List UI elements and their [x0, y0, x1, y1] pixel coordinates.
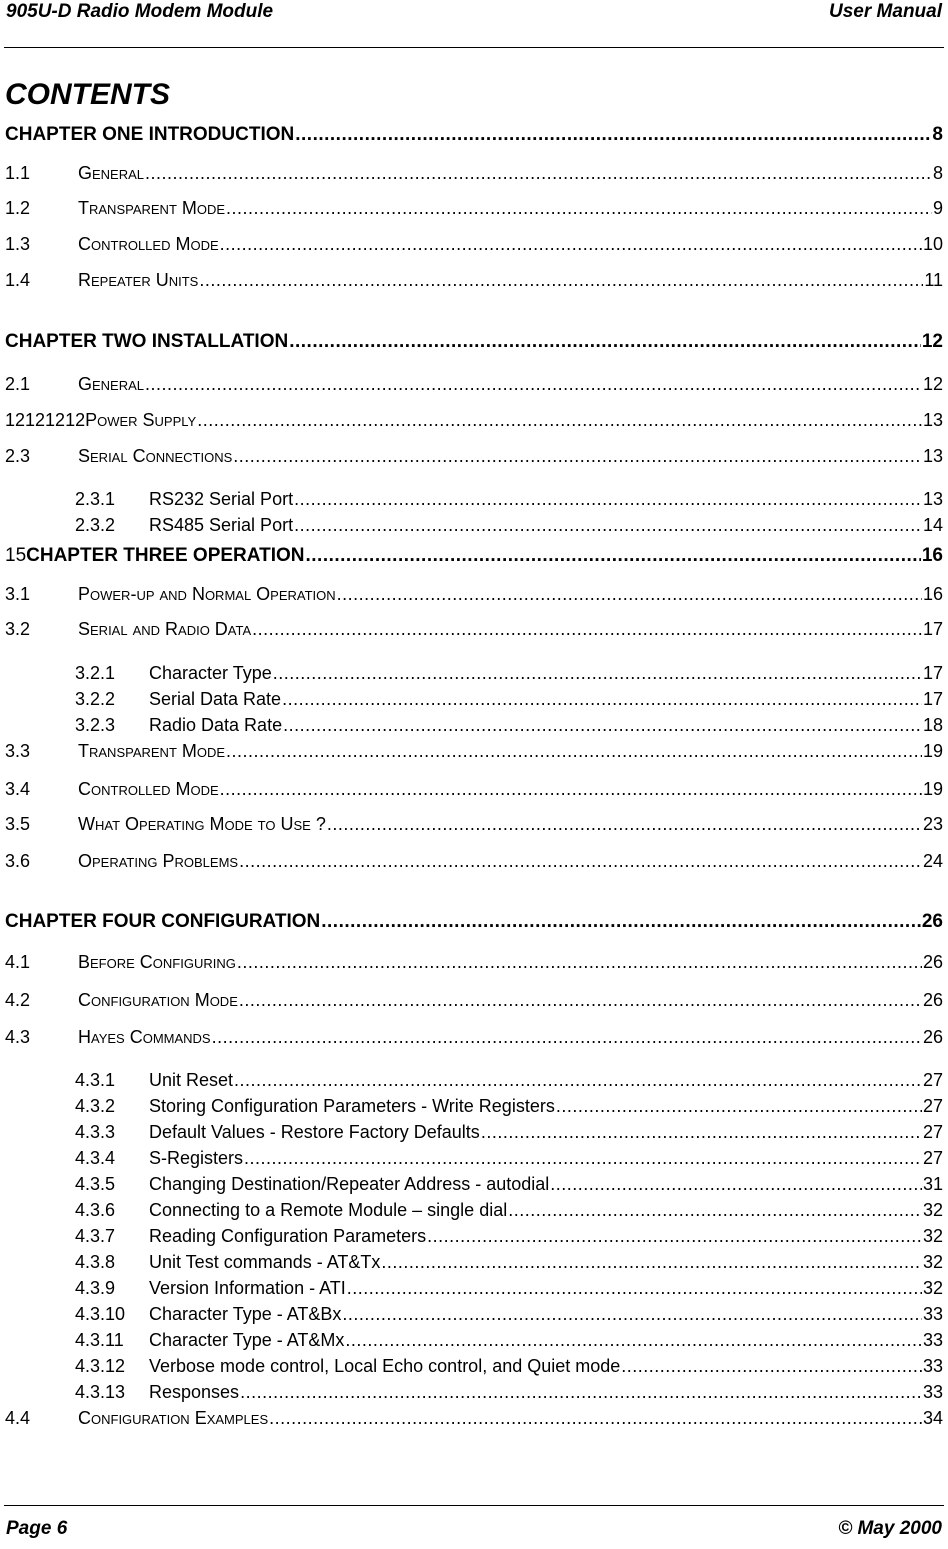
toc-leader-dots	[295, 124, 931, 146]
toc-entry[interactable]	[5, 1121, 943, 1143]
toc-entry-number: 3.4	[5, 779, 31, 799]
toc-entry[interactable]	[5, 951, 943, 973]
toc-entry-label: Transparent Mode	[78, 198, 226, 218]
toc-entry-page: 24	[922, 851, 943, 871]
toc-leader-dots	[345, 1329, 922, 1351]
toc-entry-number: 4.1	[5, 952, 31, 972]
toc-entry-number: 12121212	[5, 410, 86, 430]
toc-entry-page: 34	[922, 1408, 943, 1428]
toc-entry-label: Storing Configuration Parameters - Write Registers	[149, 1096, 555, 1116]
toc-entry-page: 32	[922, 1252, 943, 1272]
toc-entry-label: General	[78, 374, 145, 394]
toc-entry-label: Character Type - AT&Mx	[149, 1330, 345, 1350]
toc-entry-page: 17	[922, 619, 943, 639]
toc-entry-page: 18	[922, 715, 943, 735]
toc-leader-dots	[220, 778, 922, 800]
toc-entry-label: Configuration Examples	[78, 1408, 269, 1428]
toc-entry-label: CHAPTER FOUR CONFIGURATION	[5, 911, 321, 932]
toc-entry[interactable]	[5, 488, 943, 510]
toc-entry-page: 27	[922, 1070, 943, 1090]
toc-entry-label: Configuration Mode	[78, 990, 238, 1010]
toc-entry-page: 17	[922, 689, 943, 709]
toc-leader-dots	[199, 269, 923, 291]
toc-leader-dots	[294, 488, 922, 510]
toc-entry-label: Controlled Mode	[78, 234, 219, 254]
toc-entry[interactable]	[5, 618, 943, 640]
toc-entry-number: 3.3	[5, 741, 31, 761]
toc-entry-label: Version Information - ATI	[149, 1278, 346, 1298]
toc-entry[interactable]	[5, 1199, 943, 1221]
toc-entry-label: Unit Test commands - AT&Tx	[149, 1252, 381, 1272]
toc-entry-label: Operating Problems	[78, 851, 239, 871]
toc-entry[interactable]	[5, 1095, 943, 1117]
toc-entry[interactable]	[5, 1277, 943, 1299]
toc-entry[interactable]	[5, 740, 943, 762]
toc-entry[interactable]	[5, 1173, 943, 1195]
toc-leader-dots	[273, 662, 922, 684]
toc-entry-number: 4.3	[5, 1027, 31, 1047]
toc-entry[interactable]	[5, 124, 943, 146]
toc-entry-page: 26	[921, 911, 943, 932]
toc-leader-dots	[226, 197, 932, 219]
toc-entry[interactable]	[5, 1225, 943, 1247]
toc-entry-page: 27	[922, 1096, 943, 1116]
toc-entry[interactable]	[5, 269, 943, 291]
toc-entry-page: 27	[922, 1148, 943, 1168]
toc-entry-page: 11	[924, 270, 943, 290]
toc-entry-page: 32	[922, 1278, 943, 1298]
footer-page-number: Page 6	[6, 1518, 68, 1539]
toc-entry-page: 33	[922, 1304, 943, 1324]
toc-entry-page: 32	[922, 1226, 943, 1246]
toc-entry-page: 8	[932, 163, 943, 183]
toc-entry[interactable]	[5, 911, 943, 933]
toc-entry-number: 4.3.7	[75, 1226, 116, 1246]
toc-leader-dots	[550, 1173, 922, 1195]
toc-entry-label: Unit Reset	[149, 1070, 234, 1090]
toc-entry-label: Serial Data Rate	[149, 689, 282, 709]
toc-entry[interactable]	[5, 373, 943, 395]
toc-entry-label: Hayes Commands	[78, 1027, 211, 1047]
toc-entry-label: Changing Destination/Repeater Address - autodial	[149, 1174, 550, 1194]
toc-leader-dots	[212, 1026, 922, 1048]
toc-entry-label: CHAPTER THREE OPERATION	[26, 545, 305, 566]
toc-entry-page: 33	[922, 1382, 943, 1402]
toc-entry[interactable]	[5, 1407, 943, 1429]
toc-entry-number: 4.3.3	[75, 1122, 116, 1142]
toc-leader-dots	[233, 445, 922, 467]
toc-entry-label: Repeater Units	[78, 270, 199, 290]
toc-leader-dots	[226, 740, 922, 762]
toc-leader-dots	[327, 813, 922, 835]
page-header	[6, 0, 942, 26]
toc-entry-page: 12	[921, 331, 943, 352]
header-right: User Manual	[829, 1, 942, 22]
toc-entry-number: 4.3.10	[75, 1304, 126, 1324]
toc-entry[interactable]	[5, 1147, 943, 1169]
footer-rule	[4, 1505, 944, 1506]
toc-entry-page: 26	[922, 990, 943, 1010]
toc-leader-dots	[239, 850, 922, 872]
toc-leader-dots	[283, 714, 922, 736]
toc-entry[interactable]	[5, 1355, 943, 1377]
toc-entry-page: 19	[922, 779, 943, 799]
toc-entry[interactable]	[5, 813, 943, 835]
toc-entry-page: 8	[932, 124, 943, 145]
toc-entry-label: Power-up and Normal Operation	[78, 584, 336, 604]
toc-entry-page: 13	[922, 446, 943, 466]
toc-entry-label: Reading Configuration Parameters	[149, 1226, 427, 1246]
toc-leader-dots	[294, 514, 922, 536]
toc-entry-number: 1.3	[5, 234, 31, 254]
toc-entry-label: Connecting to a Remote Module – single dial	[149, 1200, 508, 1220]
toc-leader-dots	[481, 1121, 922, 1143]
toc-entry-label: Character Type	[149, 663, 272, 683]
toc-entry-label: Character Type - AT&Bx	[149, 1304, 342, 1324]
toc-entry-number: 3.2	[5, 619, 31, 639]
toc-leader-dots	[145, 162, 932, 184]
toc-entry-label: What Operating Mode to Use ?	[78, 814, 326, 834]
toc-entry-number: 4.3.12	[75, 1356, 126, 1376]
toc-entry-number: 3.1	[5, 584, 31, 604]
toc-leader-dots	[347, 1277, 922, 1299]
toc-entry-number: 3.5	[5, 814, 31, 834]
toc-entry-label: General	[78, 163, 145, 183]
toc-leader-dots	[342, 1303, 922, 1325]
toc-entry-number: 1.2	[5, 198, 31, 218]
toc-leader-dots	[240, 1381, 922, 1403]
toc-entry-number: 3.6	[5, 851, 31, 871]
toc-entry-number: 3.2.1	[75, 663, 116, 683]
toc-leader-dots	[381, 1251, 922, 1273]
toc-entry-label: Serial Connections	[78, 446, 233, 466]
toc-entry[interactable]	[5, 1069, 943, 1091]
toc-entry[interactable]	[5, 1251, 943, 1273]
toc-leader-dots	[282, 688, 922, 710]
toc-entry-page: 13	[922, 489, 943, 509]
footer-date: © May 2000	[838, 1518, 942, 1539]
toc-leader-dots	[289, 331, 921, 353]
toc-entry-number: 4.3.4	[75, 1148, 116, 1168]
toc-leader-dots	[244, 1147, 922, 1169]
toc-entry-number: 4.3.1	[75, 1070, 116, 1090]
toc-entry-label: RS232 Serial Port	[149, 489, 294, 509]
toc-entry-label: Transparent Mode	[78, 741, 226, 761]
toc-entry-page: 19	[922, 741, 943, 761]
toc-entry-label: Power Supply	[85, 410, 197, 430]
toc-leader-dots	[305, 545, 920, 567]
toc-entry[interactable]	[5, 583, 943, 605]
toc-entry-number: 4.3.8	[75, 1252, 116, 1272]
toc-entry-number: 4.3.9	[75, 1278, 116, 1298]
toc-entry-number: 4.3.2	[75, 1096, 116, 1116]
toc-entry-number: 4.3.13	[75, 1382, 126, 1402]
toc-entry[interactable]	[5, 162, 943, 184]
toc-leader-dots	[508, 1199, 922, 1221]
toc-entry[interactable]	[5, 850, 943, 872]
toc-leader-dots	[269, 1407, 922, 1429]
toc-entry-label: Responses	[149, 1382, 240, 1402]
toc-leader-dots	[556, 1095, 922, 1117]
toc-entry[interactable]	[5, 714, 943, 736]
toc-entry[interactable]	[5, 1381, 943, 1403]
toc-entry-page: 9	[932, 198, 943, 218]
toc-entry-label: Verbose mode control, Local Echo control, and Quiet mode	[149, 1356, 621, 1376]
toc-entry-label: Serial and Radio Data	[78, 619, 252, 639]
toc-entry-label: Default Values - Restore Factory Defaults	[149, 1122, 480, 1142]
toc-entry[interactable]	[5, 989, 943, 1011]
toc-leader-dots	[220, 233, 922, 255]
toc-entry-page: 10	[922, 234, 943, 254]
header-title: 905U-D Radio Modem Module	[6, 1, 274, 22]
toc-leader-dots	[252, 618, 922, 640]
toc-entry-number: 4.4	[5, 1408, 31, 1428]
toc-entry-number: 4.2	[5, 990, 31, 1010]
toc-leader-dots	[197, 409, 922, 431]
toc-entry[interactable]	[5, 688, 943, 710]
toc-entry-page: 26	[922, 952, 943, 972]
toc-entry[interactable]	[5, 662, 943, 684]
toc-entry[interactable]	[5, 445, 943, 467]
toc-entry-page: 17	[922, 663, 943, 683]
toc-entry[interactable]	[5, 778, 943, 800]
header-rule	[4, 47, 944, 48]
toc-leader-dots	[234, 1069, 922, 1091]
toc-entry[interactable]	[5, 1026, 943, 1048]
toc-entry-number: 4.3.6	[75, 1200, 116, 1220]
toc-entry-number: 1.4	[5, 270, 31, 290]
toc-entry-page: 14	[922, 515, 943, 535]
toc-entry-page: 32	[922, 1200, 943, 1220]
toc-leader-dots	[237, 951, 922, 973]
toc-entry-number: 2.1	[5, 374, 31, 394]
toc-leader-dots	[621, 1355, 922, 1377]
toc-entry-page: 33	[922, 1330, 943, 1350]
toc-leader-dots	[145, 373, 922, 395]
toc-entry-label: Before Configuring	[78, 952, 236, 972]
toc-entry-number: 3.2.3	[75, 715, 116, 735]
toc-entry-number: 1.1	[5, 163, 31, 183]
toc-entry[interactable]	[5, 514, 943, 536]
toc-entry-label: Radio Data Rate	[149, 715, 283, 735]
toc-entry[interactable]	[5, 233, 943, 255]
toc-entry-label: CHAPTER ONE INTRODUCTION	[5, 124, 295, 145]
toc-entry-page: 33	[922, 1356, 943, 1376]
toc-leader-dots	[239, 989, 922, 1011]
toc-entry-number: 2.3.1	[75, 489, 116, 509]
toc-entry[interactable]	[5, 545, 943, 567]
page-title: CONTENTS	[5, 78, 170, 111]
toc-entry-page: 16	[921, 545, 943, 566]
toc-entry-page: 23	[922, 814, 943, 834]
toc-entry-number: 3.2.2	[75, 689, 116, 709]
toc-entry-label: Controlled Mode	[78, 779, 219, 799]
toc-entry[interactable]	[5, 1329, 943, 1351]
toc-leader-dots	[427, 1225, 922, 1247]
toc-entry[interactable]	[5, 331, 943, 353]
toc-entry-number: 15	[5, 545, 27, 566]
toc-entry-number: 4.3.11	[75, 1330, 124, 1350]
toc-entry-number: 2.3	[5, 446, 31, 466]
toc-leader-dots	[337, 583, 922, 605]
toc-entry-page: 16	[922, 584, 943, 604]
toc-entry-number: 4.3.5	[75, 1174, 116, 1194]
toc-entry-page: 13	[922, 410, 943, 430]
toc-entry-label: CHAPTER TWO INSTALLATION	[5, 331, 289, 352]
toc-entry-page: 27	[922, 1122, 943, 1142]
toc-entry[interactable]	[5, 197, 943, 219]
toc-entry-label: RS485 Serial Port	[149, 515, 294, 535]
toc-entry[interactable]	[5, 1303, 943, 1325]
toc-entry-number: 2.3.2	[75, 515, 116, 535]
toc-entry[interactable]	[5, 409, 943, 431]
toc-entry-page: 26	[922, 1027, 943, 1047]
toc-entry-page: 12	[922, 374, 943, 394]
toc-entry-page: 31	[922, 1174, 943, 1194]
toc-entry-label: S-Registers	[149, 1148, 244, 1168]
toc-leader-dots	[321, 911, 921, 933]
